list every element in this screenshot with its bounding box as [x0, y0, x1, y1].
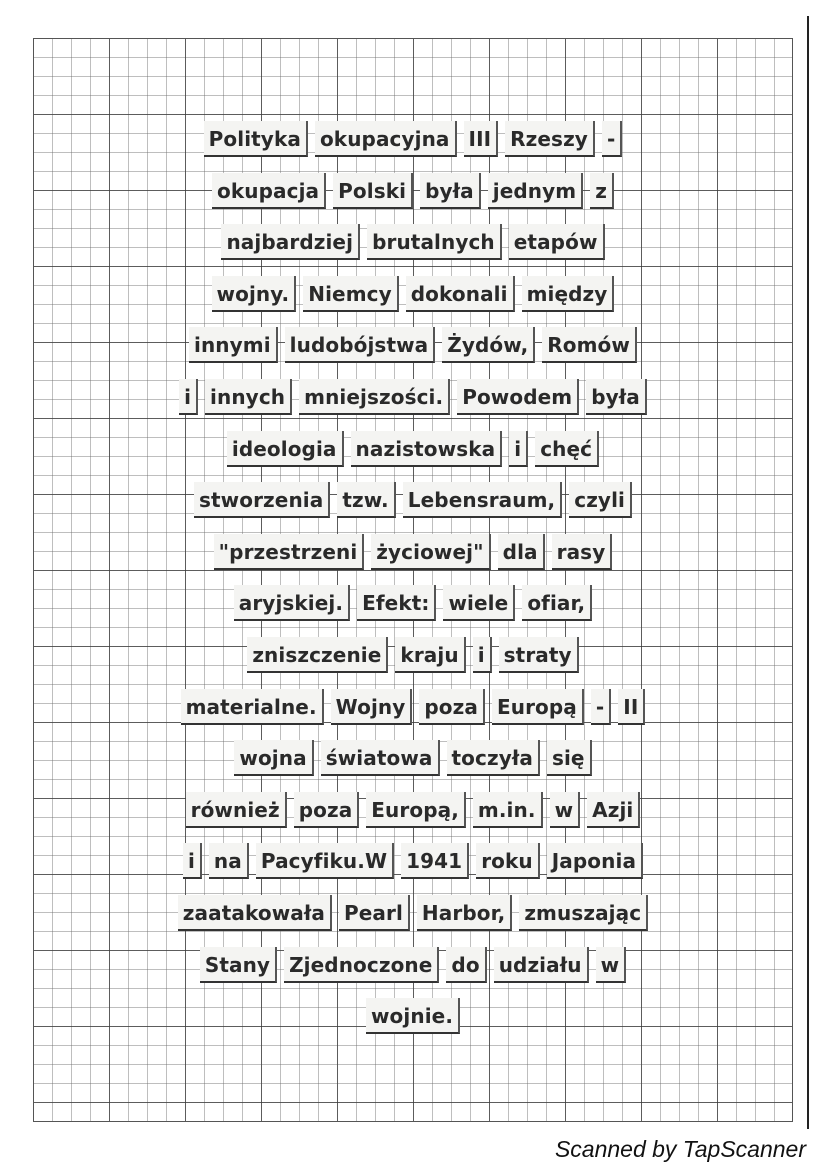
- word: na: [209, 843, 249, 879]
- word: brutalnych: [367, 224, 502, 260]
- text-row: [33, 740, 793, 792]
- text-row: [33, 895, 793, 947]
- text-row: [33, 792, 793, 844]
- word: Zjednoczone: [284, 947, 439, 983]
- text-row: [33, 276, 793, 328]
- word: życiowej": [371, 534, 490, 570]
- word: Pearl: [339, 895, 410, 931]
- word: Stany: [200, 947, 277, 983]
- scanner-watermark: Scanned by TapScanner: [554, 1136, 806, 1162]
- word: ofiar,: [522, 585, 592, 621]
- text-row: [33, 534, 793, 586]
- word: innymi: [189, 327, 278, 363]
- text-row: [33, 637, 793, 689]
- word: z: [590, 173, 614, 209]
- word: Lebensraum,: [403, 482, 562, 518]
- word: najbardziej: [221, 224, 360, 260]
- word: Powodem: [457, 379, 579, 415]
- word: kraju: [395, 637, 465, 673]
- word: ludobójstwa: [285, 327, 436, 363]
- page-edge-line: [807, 16, 809, 1129]
- word: dla: [498, 534, 545, 570]
- word: III: [464, 121, 499, 157]
- word: m.in.: [473, 792, 543, 828]
- word: wojna: [234, 740, 313, 776]
- word: okupacja: [212, 173, 326, 209]
- text-row: [33, 173, 793, 225]
- word: jednym: [488, 173, 583, 209]
- word: Azji: [587, 792, 640, 828]
- word: wiele: [443, 585, 515, 621]
- word: aryjskiej.: [234, 585, 350, 621]
- word: -: [591, 689, 611, 725]
- word: "przestrzeni: [214, 534, 365, 570]
- word: straty: [499, 637, 579, 673]
- text-row: [33, 379, 793, 431]
- text-block: [33, 121, 793, 1050]
- word: etapów: [509, 224, 605, 260]
- word: Europą: [492, 689, 584, 725]
- word: była: [586, 379, 647, 415]
- word: i: [509, 431, 528, 467]
- word: i: [183, 843, 202, 879]
- word: między: [522, 276, 615, 312]
- text-row: [33, 689, 793, 741]
- word: -: [602, 121, 622, 157]
- word: wojny.: [212, 276, 297, 312]
- word: Rzeszy: [505, 121, 595, 157]
- word: Niemcy: [303, 276, 399, 312]
- word: światowa: [321, 740, 440, 776]
- word: Żydów,: [442, 327, 535, 363]
- word: Polski: [333, 173, 413, 209]
- word: dokonali: [406, 276, 515, 312]
- word: poza: [419, 689, 485, 725]
- text-row: [33, 843, 793, 895]
- word: czyli: [569, 482, 632, 518]
- word: i: [179, 379, 198, 415]
- text-row: [33, 224, 793, 276]
- text-row: [33, 431, 793, 483]
- word: stworzenia: [194, 482, 330, 518]
- word: mniejszości.: [299, 379, 450, 415]
- word: roku: [476, 843, 540, 879]
- word: Romów: [542, 327, 637, 363]
- word: toczyła: [447, 740, 540, 776]
- word: Polityka: [204, 121, 308, 157]
- text-row: [33, 947, 793, 999]
- word: zaatakowała: [178, 895, 332, 931]
- word: Wojny: [331, 689, 413, 725]
- text-row: [33, 482, 793, 534]
- word: rasy: [552, 534, 613, 570]
- text-row: [33, 327, 793, 379]
- word: udziału: [494, 947, 589, 983]
- word: tzw.: [337, 482, 395, 518]
- word: okupacyjna: [315, 121, 457, 157]
- word: innych: [205, 379, 292, 415]
- word: również: [186, 792, 287, 828]
- word: Japonia: [547, 843, 643, 879]
- word: do: [446, 947, 486, 983]
- word: nazistowska: [351, 431, 503, 467]
- word: II: [618, 689, 645, 725]
- word: Europą,: [366, 792, 466, 828]
- word: się: [547, 740, 592, 776]
- word: Harbor,: [417, 895, 512, 931]
- word: była: [420, 173, 481, 209]
- word: zmuszając: [519, 895, 648, 931]
- word: Pacyfiku.W: [256, 843, 394, 879]
- word: ideologia: [227, 431, 344, 467]
- word: materialne.: [181, 689, 324, 725]
- word: 1941: [401, 843, 469, 879]
- text-row: [33, 585, 793, 637]
- text-row: [33, 998, 793, 1050]
- word: i: [473, 637, 492, 673]
- word: chęć: [535, 431, 599, 467]
- word: w: [550, 792, 581, 828]
- word: zniszczenie: [247, 637, 388, 673]
- text-row: [33, 121, 793, 173]
- word: Efekt:: [357, 585, 436, 621]
- word: w: [596, 947, 627, 983]
- word: poza: [294, 792, 360, 828]
- word: wojnie.: [366, 998, 460, 1034]
